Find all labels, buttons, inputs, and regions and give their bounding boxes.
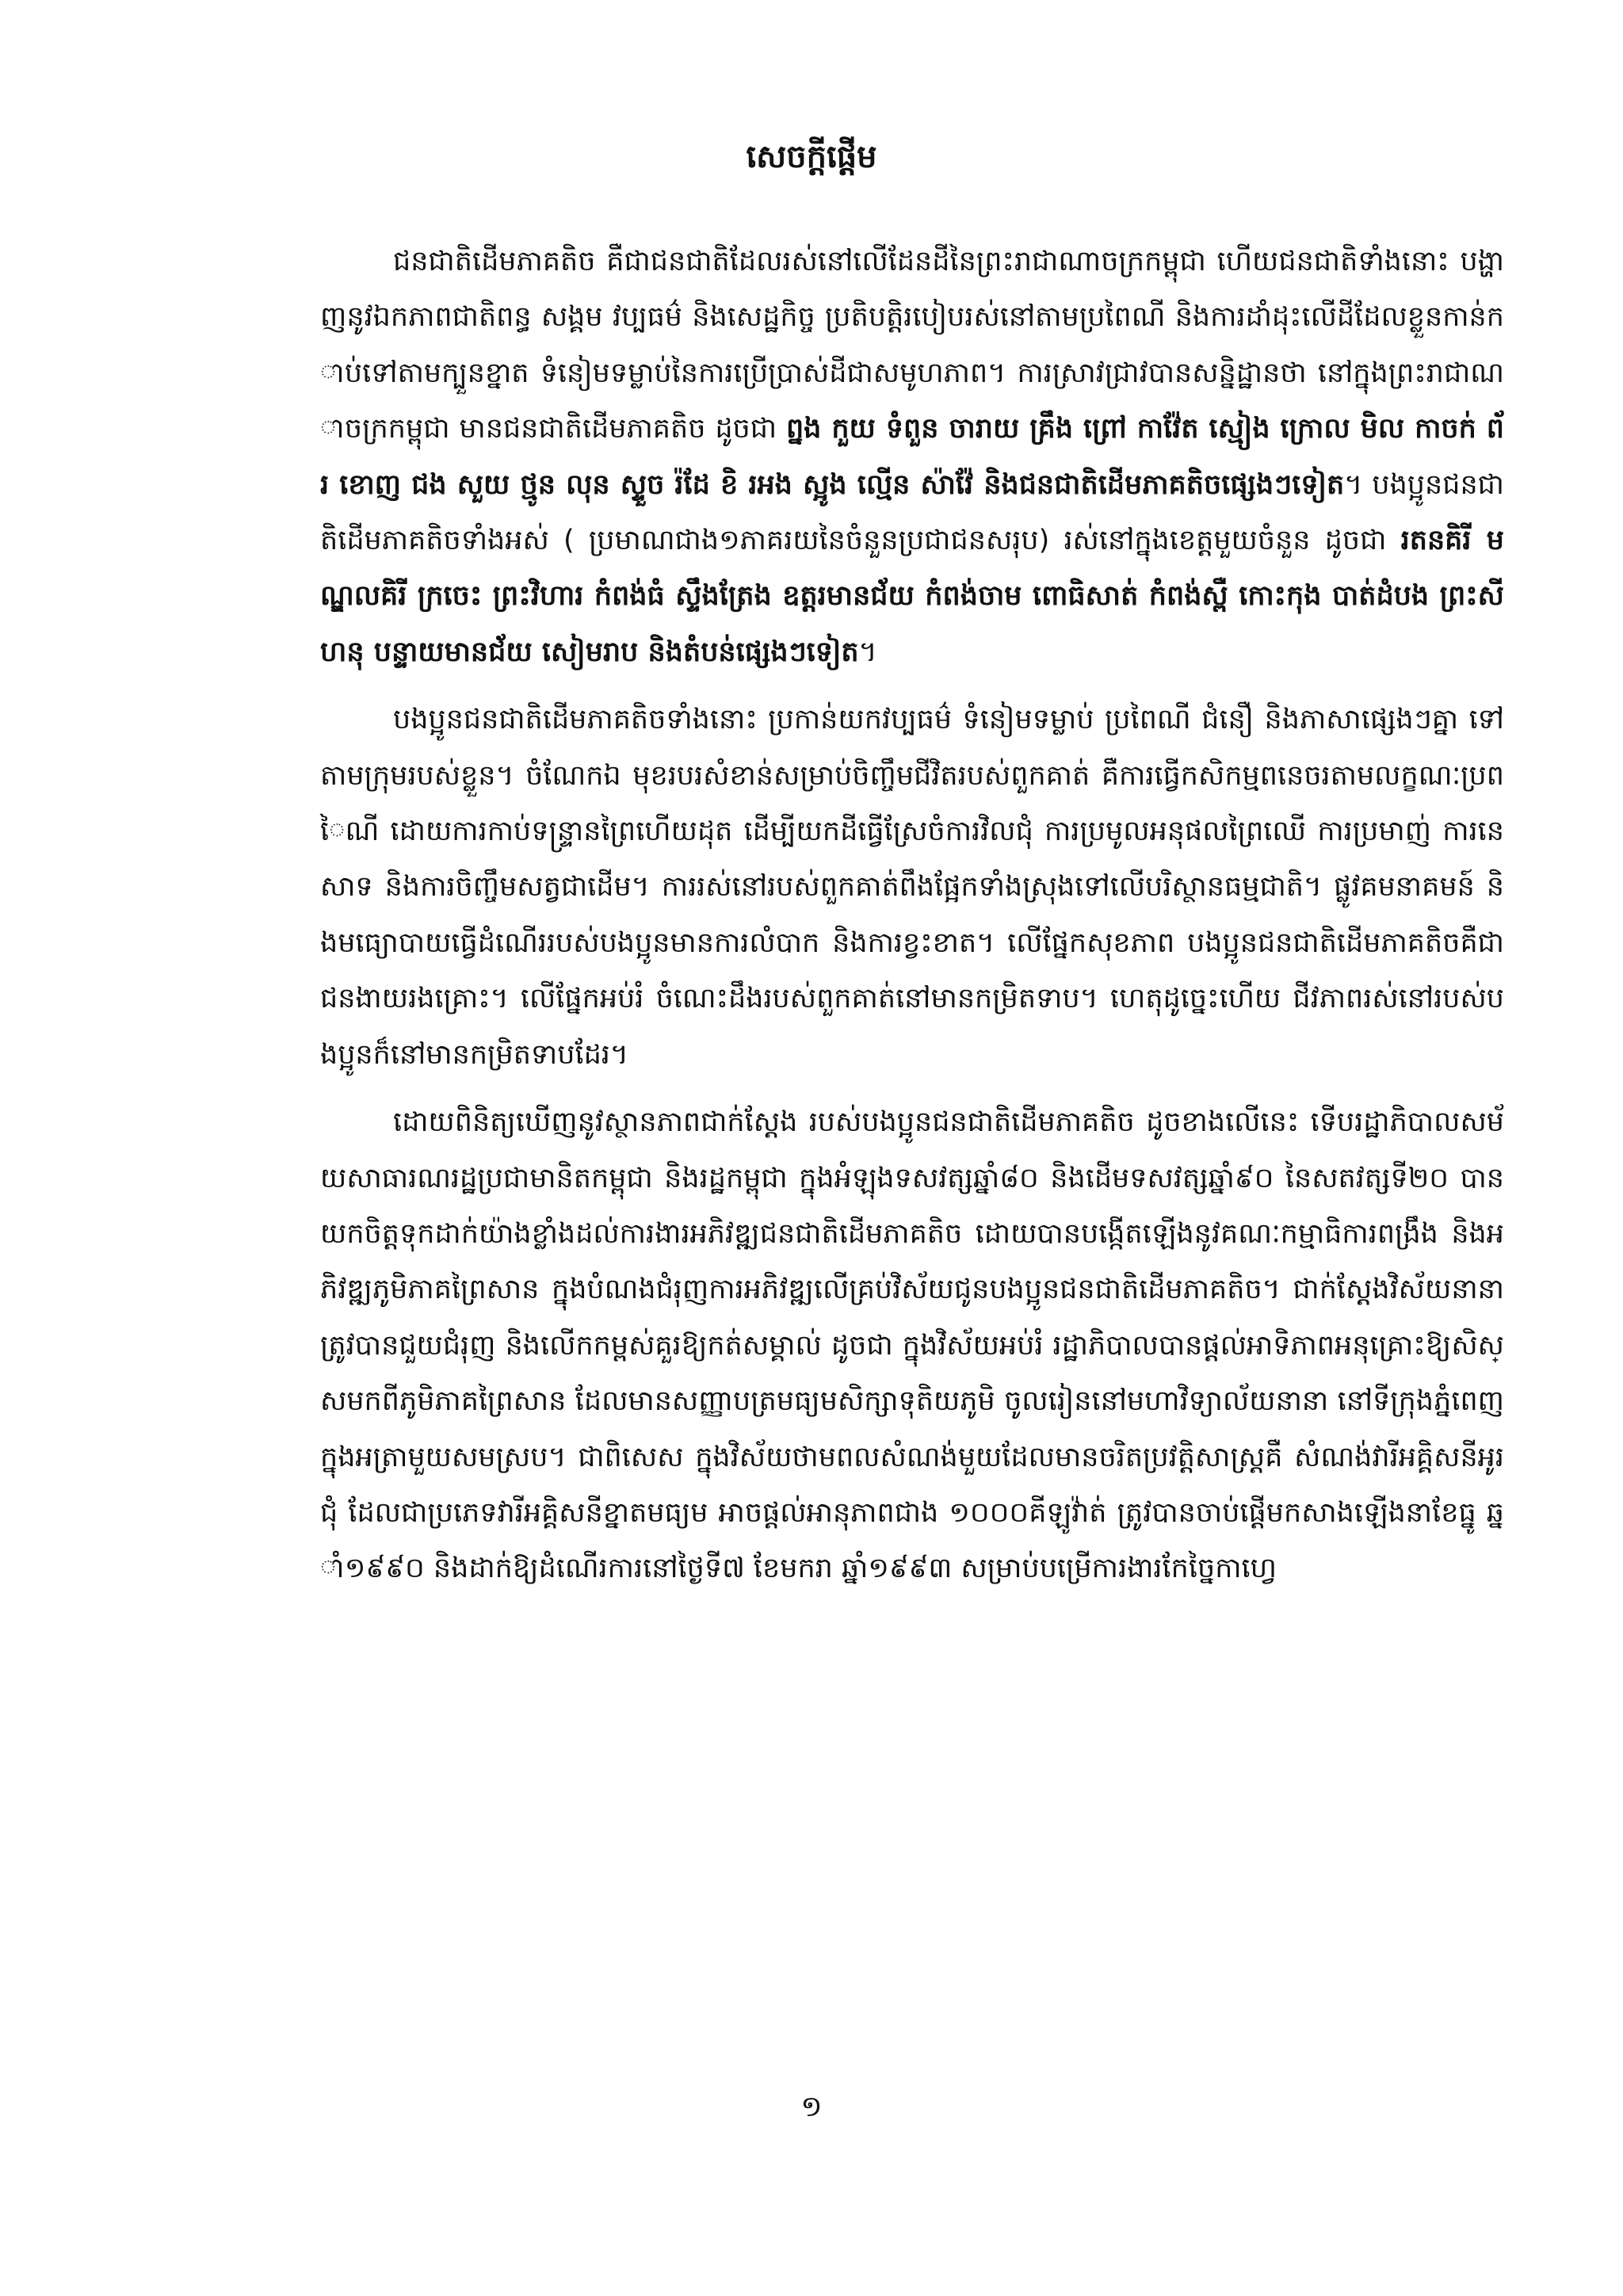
paragraph-2: បងប្អូនជនជាតិដើមភាគតិចទាំងនោះ ប្រកាន់យកវប្បធម៌ ទំនៀមទម្លាប់ ប្រពៃណី ជំនឿ និងភាសាផ្សេងៗគ្នា ទៅតាមក្រុមរបស់ខ្លួន។ ចំណែកឯ មុខរបរសំខាន់សម្រាប់ចិញ្ចឹមជីវិតរបស់ពួកគាត់ គឺការធ្វើកសិកម្មពនេចរតាមលក្ខណៈប្រពៃណី ដោយការកាប់ទន្រ្ទានព្រៃហើយដុត ដើម្បីយកដីធ្វើស្រែចំការវិលជុំ ការប្រមូលអនុផលព្រៃឈើ ការប្រមាញ់ ការនេសាទ និងការចិញ្ចឹមសត្វជាដើម។ ការរស់នៅរបស់ពួកគាត់ពឹងផ្អែកទាំងស្រុងទៅលើបរិស្ថានធម្មជាតិ។ ផ្លូវគមនាគមន៍ និងមធ្យោបាយធ្វើដំណើររបស់បងប្អូនមានការលំបាក និងការខ្វះខាត។ លើផ្នែកសុខភាព បងប្អូនជនជាតិដើមភាគតិចគឺជាជនងាយរងគ្រោះ។ លើផ្នែកអប់រំ ចំណេះដឹងរបស់ពួកគាត់នៅមានកម្រិតទាប។ ហេតុដូច្នេះហើយ ជីវភាពរស់នៅរបស់បងប្អូនក៏នៅមានកម្រិតទាបដែរ។ [320, 704, 1504, 1071]
paragraph-1 [320, 234, 1504, 680]
paragraph-3: ដោយពិនិត្យឃើញនូវស្ថានភាពជាក់ស្តែង របស់បងប្អូនជនជាតិដើមភាគតិច ដូចខាងលើនេះ ទើបរដ្ឋាភិបាលសម័យសាធារណរដ្ឋប្រជាមានិតកម្ពុជា និងរដ្ឋកម្ពុជា ក្នុងអំឡុងទសវត្សឆ្នាំ៨០ និងដើមទសវត្សឆ្នាំ៩០ នៃសតវត្សទី២០ បានយកចិត្តទុកដាក់យ៉ាងខ្លាំងដល់ការងារអភិវឌ្ឍជនជាតិដើមភាគតិច ដោយបានបង្កើតឡើងនូវគណៈកម្មាធិការពង្រឹង និងអភិវឌ្ឍភូមិភាគព្រៃសាន ក្នុងបំណងជំរុញការអភិវឌ្ឍលើគ្រប់វិស័យជូនបងប្អូនជនជាតិដើមភាគតិច។ ជាក់ស្តែងវិស័យនានាត្រូវបានជួយជំរុញ និងលើកកម្ពស់គួរឱ្យកត់សម្គាល់ ដូចជា ក្នុងវិស័យអប់រំ រដ្ឋាភិបាលបានផ្តល់អាទិភាពអនុគ្រោះឱ្យសិស្សមកពីភូមិភាគព្រៃសាន ដែលមានសញ្ញាបត្រមធ្យមសិក្សាទុតិយភូមិ ចូលរៀននៅមហាវិទ្យាល័យនានា នៅទីក្រុងភ្នំពេញក្នុងអត្រាមួយសមស្រប។ ជាពិសេស ក្នុងវិស័យថាមពលសំណង់មួយដែលមានចរិតប្រវត្តិសាស្ត្រគឺ សំណង់វារីអគ្គិសនីអូរជុំ ដែលជាប្រភេទវារីអគ្គិសនីខ្នាតមធ្យម អាចផ្តល់អានុភាពជាង ១០០០គីឡូវ៉ាត់ ត្រូវបានចាប់ផ្តើមកសាងឡើងនាខែធ្នូ ឆ្នាំ១៩៩០ និងដាក់ឱ្យដំណើរការនៅថ្ងៃទី៧ ខែមករា ឆ្នាំ១៩៩៣ សម្រាប់បម្រើការងារកែច្នៃកាហ្វេ [320, 1106, 1504, 1585]
page-number: ១ [800, 2091, 823, 2123]
paragraph-1-text-2: ។ បងប្អូនជនជាតិដើមភាគតិចទាំងអស់ ( ប្រមាណជាង១ភាគរយនៃចំនួនប្រជាជនសរុប) រស់នៅក្នុងខេត្តមួយចំនួន ដូចជា [320, 468, 1504, 557]
paragraph-1-text-3: ។ [858, 636, 877, 668]
document-body [320, 234, 1504, 1609]
paragraph-1-text-1: ជនជាតិដើមភាគតិច គឺជាជនជាតិដែលរស់នៅលើដែនដីនៃព្រះរាជាណាចក្រកម្ពុជា ហើយជនជាតិទាំងនោះ បង្ហាញនូវឯកភាពជាតិពន្ធ សង្គម វប្បធម៌ និងសេដ្ឋកិច្ច ប្រតិបត្តិរបៀបរស់នៅតាមប្រពៃណី និងការដាំដុះលើដីដែលខ្លួនកាន់កាប់ទៅតាមក្បួនខ្នាត ទំនៀមទម្លាប់នៃការប្រើប្រាស់ដីជាសមូហភាព។ ការស្រាវជ្រាវបានសន្និដ្ឋានថា នៅក្នុងព្រះរាជាណាចក្រកម្ពុជា មានជនជាតិដើមភាគតិច ដូចជា [320, 246, 1504, 445]
provinces-list: រតនគិរី មណ្ឌលគិរី ក្រចេះ ព្រះវិហារ កំពង់ធំ ស្ទឹងត្រែង ឧត្តរមានជ័យ កំពង់ចាម ពោធិសាត់ កំពង់ស្ពឺ កោះកុង បាត់ដំបង ព្រះសីហនុ បន្ទាយមានជ័យ សៀមរាប និងតំបន់ផ្សេងៗទៀត [320, 525, 1504, 668]
page-title: សេចក្តីផ្តើម [746, 139, 877, 175]
ethnic-groups-list: ព្នង កួយ ទំពួន ចារាយ គ្រឹង ព្រៅ កាវ៉ែត ស្មៀង ក្រោល មិល កាចក់ ព័រ ខោញ ជង សួយ ថ្មូន លុន ស្ទួច រ៉ដែ ខិ រអង ស្អូង ល្មើន ស៉ាវ៉ែ និងជនជាតិដើមភាគតិចផ្សេងៗទៀត [320, 413, 1504, 501]
